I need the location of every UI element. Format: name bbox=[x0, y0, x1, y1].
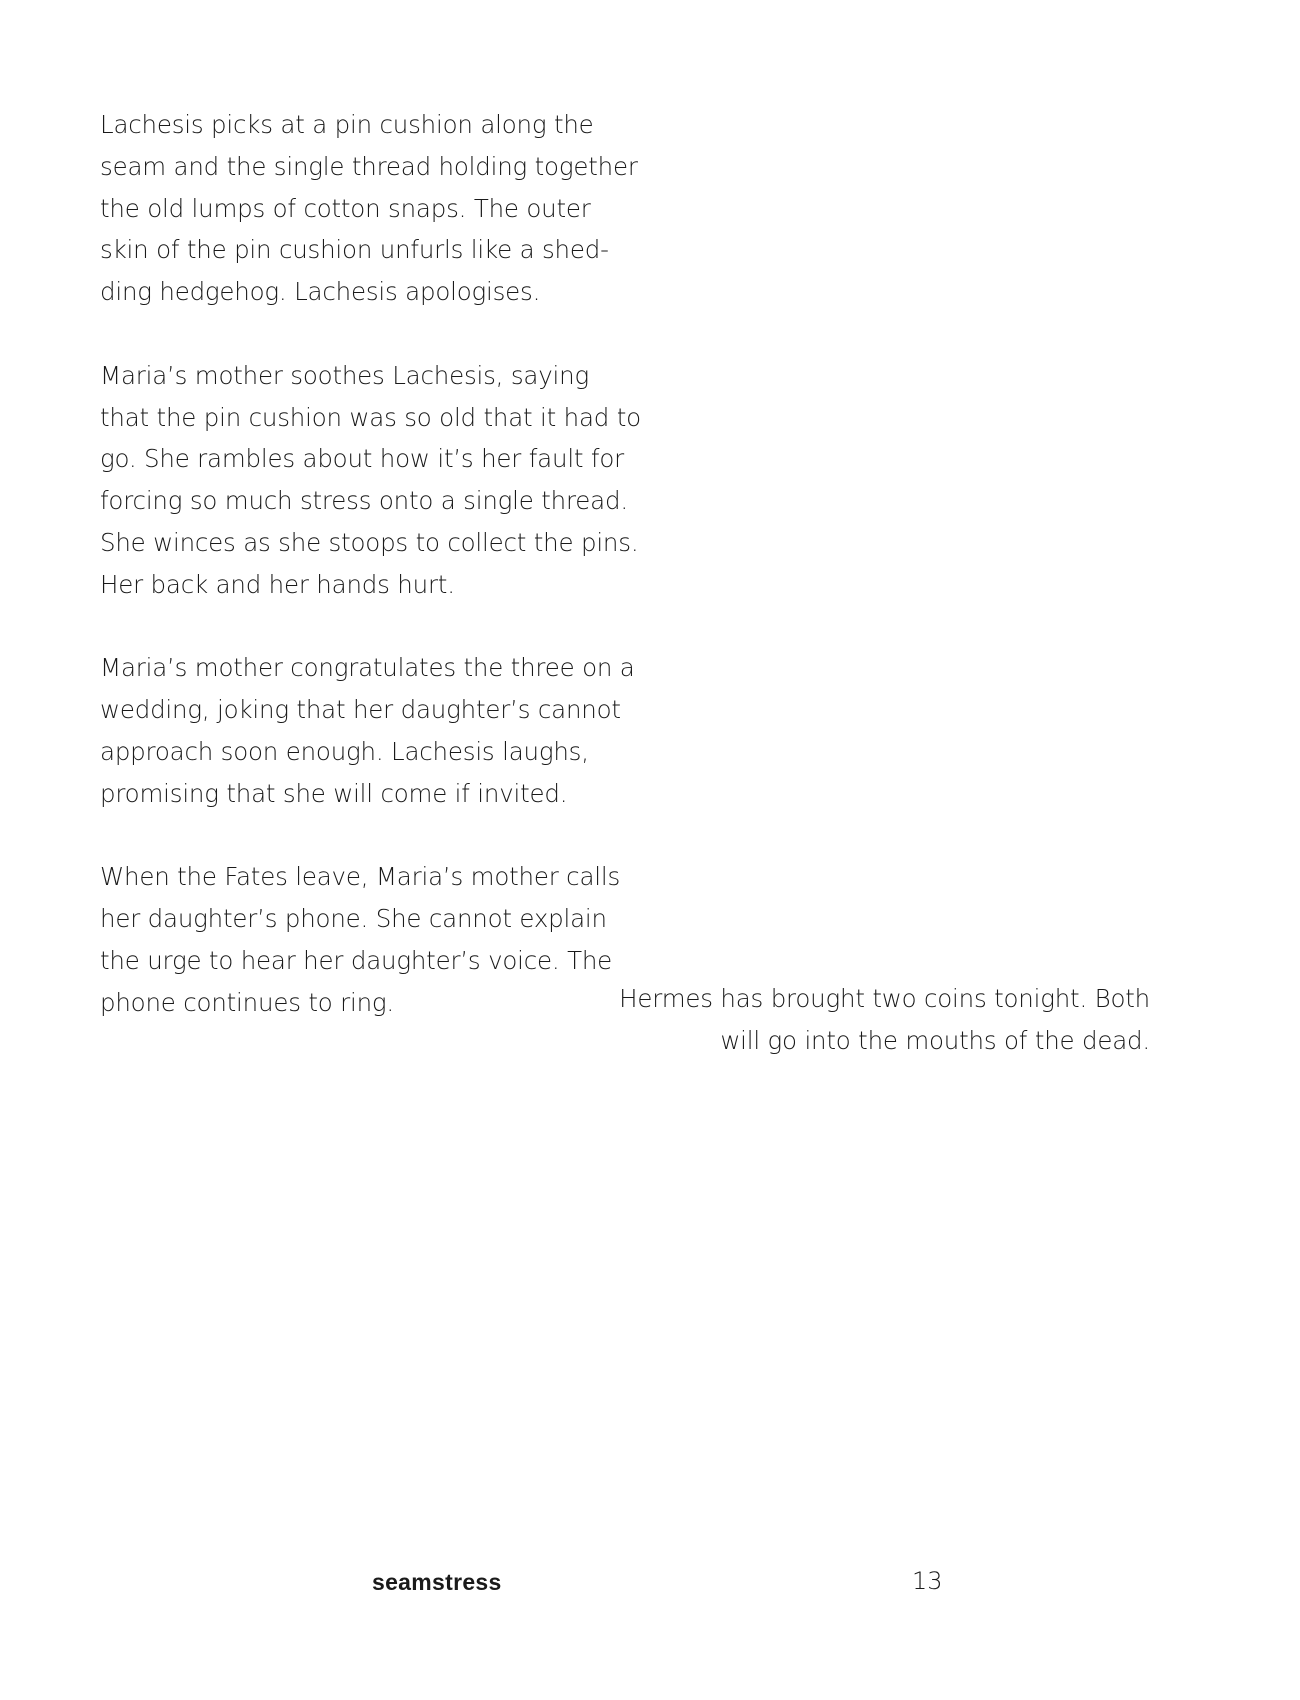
text-line: go. She rambles about how it’s her fault for bbox=[100, 444, 625, 474]
text-line: When the Fates leave, Maria’s mother calls bbox=[100, 862, 621, 892]
text-line: Lachesis picks at a pin cushion along the bbox=[100, 110, 594, 139]
text-line: Maria’s mother soothes Lachesis, saying bbox=[100, 360, 589, 390]
page-number: 13 bbox=[912, 1567, 943, 1595]
paragraph-wedding bbox=[100, 647, 640, 814]
text-line: that the pin cushion was so old that it had to bbox=[100, 402, 641, 432]
text-line: the urge to hear her daughter’s voice. The bbox=[100, 945, 613, 975]
text-line: seam and the single thread holding together bbox=[100, 151, 638, 181]
text-line: promising that she will come if invited. bbox=[100, 778, 568, 808]
paragraph-mother-soothes bbox=[100, 355, 640, 606]
footer-title: seamstress bbox=[372, 1569, 502, 1595]
text-line: her daughter’s phone. She cannot explain bbox=[100, 904, 607, 934]
paragraph-phone-call bbox=[100, 856, 640, 1023]
text-line: skin of the pin cushion unfurls like a shed- bbox=[100, 235, 609, 265]
hermes-aside bbox=[590, 978, 1150, 1062]
text-line: Her back and her hands hurt. bbox=[100, 569, 455, 599]
text-line: the old lumps of cotton snaps. The outer bbox=[100, 193, 591, 223]
text-line: approach soon enough. Lachesis laughs, bbox=[100, 736, 589, 766]
text-line: wedding, joking that her daughter’s cannot bbox=[100, 695, 621, 725]
text-line: Maria’s mother congratulates the three on a bbox=[100, 653, 635, 683]
text-line: will go into the mouths of the dead. bbox=[720, 1025, 1150, 1055]
text-line: She winces as she stoops to collect the pins. bbox=[100, 527, 639, 557]
text-line: ding hedgehog. Lachesis apologises. bbox=[100, 277, 541, 307]
text-line: phone continues to ring. bbox=[100, 987, 395, 1017]
paragraph-pin-cushion bbox=[100, 104, 640, 313]
main-text-column bbox=[100, 104, 640, 1065]
text-line: forcing so much stress onto a single thread. bbox=[100, 486, 628, 516]
text-line: Hermes has brought two coins tonight. Both bbox=[619, 984, 1150, 1013]
